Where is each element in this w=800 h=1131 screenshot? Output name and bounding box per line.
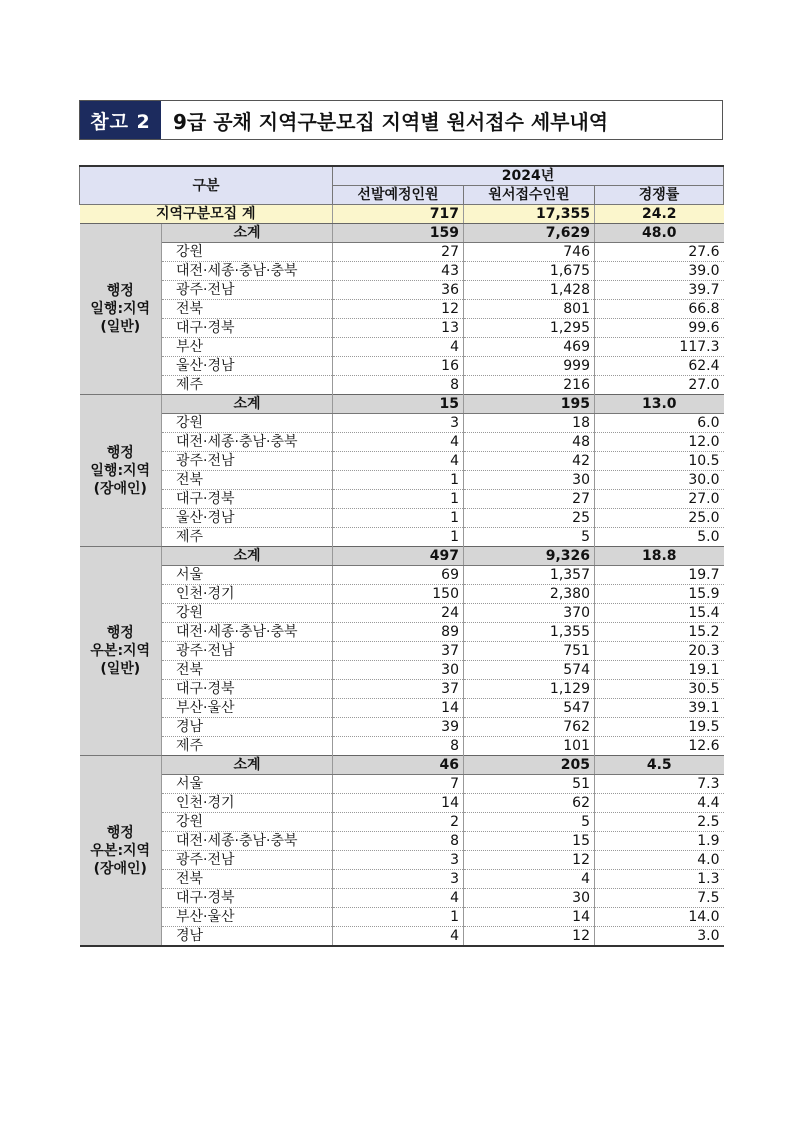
region-ratio: 39.1: [595, 699, 724, 718]
group-label-line: 행정: [106, 824, 134, 841]
region-planned: 27: [333, 243, 464, 262]
table-row: [80, 661, 724, 680]
table-row: [80, 471, 724, 490]
group-label: [80, 547, 162, 756]
region-ratio: 7.3: [595, 775, 724, 794]
subtotal-planned: 159: [333, 224, 464, 243]
region-name: 울산·경남: [162, 357, 333, 376]
region-name: 강원: [162, 813, 333, 832]
table-row: [80, 908, 724, 927]
region-ratio: 30.0: [595, 471, 724, 490]
region-applicants: 5: [464, 528, 595, 547]
region-planned: 1: [333, 908, 464, 927]
region-name: 광주·전남: [162, 851, 333, 870]
subtotal-applicants: 195: [464, 395, 595, 414]
region-applicants: 746: [464, 243, 595, 262]
region-applicants: 5: [464, 813, 595, 832]
table-row: [80, 376, 724, 395]
region-planned: 16: [333, 357, 464, 376]
subtotal-ratio: 48.0: [595, 224, 724, 243]
region-planned: 14: [333, 794, 464, 813]
group-label-line: (장애인): [93, 480, 147, 497]
subtotal-applicants: 205: [464, 756, 595, 775]
region-name: 광주·전남: [162, 452, 333, 471]
header-category: 구분: [80, 166, 333, 205]
table-row: [80, 281, 724, 300]
region-ratio: 5.0: [595, 528, 724, 547]
header-year: 2024년: [333, 166, 724, 186]
header-applicants: 원서접수인원: [464, 186, 595, 205]
region-ratio: 7.5: [595, 889, 724, 908]
region-ratio: 2.5: [595, 813, 724, 832]
region-planned: 37: [333, 680, 464, 699]
group-label-line: (일반): [100, 319, 141, 335]
table-row: [80, 889, 724, 908]
table-row: [80, 927, 724, 947]
region-planned: 14: [333, 699, 464, 718]
region-ratio: 15.2: [595, 623, 724, 642]
table-row: [80, 813, 724, 832]
region-applicants: 27: [464, 490, 595, 509]
region-applicants: 4: [464, 870, 595, 889]
table-row: [80, 357, 724, 376]
table-row: [80, 300, 724, 319]
region-name: 강원: [162, 414, 333, 433]
region-applicants: 216: [464, 376, 595, 395]
region-ratio: 3.0: [595, 927, 724, 947]
subtotal-label: 소계: [162, 224, 333, 243]
region-applicants: 30: [464, 889, 595, 908]
table-row: [80, 851, 724, 870]
group-label-line: 행정: [106, 283, 134, 299]
region-planned: 150: [333, 585, 464, 604]
region-applicants: 12: [464, 851, 595, 870]
region-ratio: 19.5: [595, 718, 724, 737]
table-row: [80, 794, 724, 813]
region-name: 대구·경북: [162, 889, 333, 908]
region-planned: 36: [333, 281, 464, 300]
region-name: 서울: [162, 566, 333, 585]
region-planned: 13: [333, 319, 464, 338]
header-ratio: 경쟁률: [595, 186, 724, 205]
region-planned: 7: [333, 775, 464, 794]
group-label: [80, 756, 162, 947]
region-planned: 1: [333, 471, 464, 490]
region-planned: 69: [333, 566, 464, 585]
group-label-line: 행정: [106, 625, 134, 641]
subtotal-row: [80, 224, 724, 243]
table-row: [80, 604, 724, 623]
region-ratio: 27.0: [595, 376, 724, 395]
region-name: 인천·경기: [162, 585, 333, 604]
group-label-line: 우본:지역: [90, 643, 151, 659]
table-row: [80, 338, 724, 357]
region-name: 전북: [162, 870, 333, 889]
region-name: 경남: [162, 927, 333, 947]
table-row: [80, 490, 724, 509]
region-name: 전북: [162, 661, 333, 680]
table-row: [80, 832, 724, 851]
group-label-line: 우본:지역: [90, 842, 151, 859]
region-planned: 4: [333, 338, 464, 357]
region-planned: 24: [333, 604, 464, 623]
region-name: 인천·경기: [162, 794, 333, 813]
region-ratio: 12.0: [595, 433, 724, 452]
region-applicants: 101: [464, 737, 595, 756]
subtotal-row: [80, 756, 724, 775]
region-applicants: 30: [464, 471, 595, 490]
region-applicants: 42: [464, 452, 595, 471]
region-applicants: 62: [464, 794, 595, 813]
table-row: [80, 642, 724, 661]
region-applicants: 15: [464, 832, 595, 851]
region-planned: 8: [333, 376, 464, 395]
region-applicants: 370: [464, 604, 595, 623]
subtotal-label: 소계: [162, 395, 333, 414]
region-planned: 8: [333, 737, 464, 756]
region-name: 경남: [162, 718, 333, 737]
table-row: [80, 699, 724, 718]
region-planned: 4: [333, 889, 464, 908]
region-ratio: 12.6: [595, 737, 724, 756]
table-row: [80, 262, 724, 281]
region-name: 광주·전남: [162, 642, 333, 661]
region-ratio: 19.7: [595, 566, 724, 585]
region-ratio: 39.0: [595, 262, 724, 281]
region-applicants: 547: [464, 699, 595, 718]
subtotal-label: 소계: [162, 756, 333, 775]
region-applicants: 51: [464, 775, 595, 794]
table-row: [80, 623, 724, 642]
region-applicants: 574: [464, 661, 595, 680]
region-applicants: 762: [464, 718, 595, 737]
region-applicants: 1,428: [464, 281, 595, 300]
region-ratio: 10.5: [595, 452, 724, 471]
region-ratio: 25.0: [595, 509, 724, 528]
region-name: 제주: [162, 737, 333, 756]
subtotal-ratio: 13.0: [595, 395, 724, 414]
region-ratio: 27.0: [595, 490, 724, 509]
table-row: [80, 680, 724, 699]
region-ratio: 27.6: [595, 243, 724, 262]
region-planned: 4: [333, 927, 464, 947]
region-applicants: 1,355: [464, 623, 595, 642]
subtotal-label: 소계: [162, 547, 333, 566]
region-applicants: 12: [464, 927, 595, 947]
region-ratio: 6.0: [595, 414, 724, 433]
subtotal-planned: 497: [333, 547, 464, 566]
region-applicants: 801: [464, 300, 595, 319]
region-name: 부산·울산: [162, 908, 333, 927]
region-name: 서울: [162, 775, 333, 794]
region-applicants: 1,675: [464, 262, 595, 281]
region-ratio: 15.4: [595, 604, 724, 623]
region-planned: 12: [333, 300, 464, 319]
region-planned: 3: [333, 851, 464, 870]
subtotal-ratio: 18.8: [595, 547, 724, 566]
title-box: [79, 100, 723, 140]
subtotal-applicants: 9,326: [464, 547, 595, 566]
region-ratio: 1.3: [595, 870, 724, 889]
region-applicants: 1,357: [464, 566, 595, 585]
region-planned: 8: [333, 832, 464, 851]
region-name: 대전·세종·충남·충북: [162, 433, 333, 452]
subtotal-planned: 46: [333, 756, 464, 775]
region-planned: 3: [333, 414, 464, 433]
table-row: [80, 433, 724, 452]
region-name: 제주: [162, 376, 333, 395]
region-applicants: 1,295: [464, 319, 595, 338]
region-ratio: 15.9: [595, 585, 724, 604]
table-row: [80, 452, 724, 471]
header-planned: 선발예정인원: [333, 186, 464, 205]
table-row: [80, 243, 724, 262]
region-name: 대전·세종·충남·충북: [162, 832, 333, 851]
region-name: 부산: [162, 338, 333, 357]
region-applicants: 18: [464, 414, 595, 433]
region-ratio: 66.8: [595, 300, 724, 319]
region-ratio: 117.3: [595, 338, 724, 357]
region-ratio: 19.1: [595, 661, 724, 680]
subtotal-ratio: 4.5: [595, 756, 724, 775]
region-applicants: 2,380: [464, 585, 595, 604]
region-planned: 37: [333, 642, 464, 661]
region-applicants: 469: [464, 338, 595, 357]
region-planned: 1: [333, 490, 464, 509]
region-applicants: 751: [464, 642, 595, 661]
region-name: 울산·경남: [162, 509, 333, 528]
region-name: 부산·울산: [162, 699, 333, 718]
total-ratio: 24.2: [595, 205, 724, 224]
group-label: [80, 224, 162, 395]
region-ratio: 1.9: [595, 832, 724, 851]
region-planned: 39: [333, 718, 464, 737]
region-name: 전북: [162, 471, 333, 490]
region-planned: 30: [333, 661, 464, 680]
region-name: 대구·경북: [162, 680, 333, 699]
subtotal-planned: 15: [333, 395, 464, 414]
group-label-line: 행정: [106, 444, 134, 461]
region-planned: 4: [333, 452, 464, 471]
total-applicants: 17,355: [464, 205, 595, 224]
subtotal-applicants: 7,629: [464, 224, 595, 243]
region-applicants: 25: [464, 509, 595, 528]
region-applicants: 999: [464, 357, 595, 376]
region-planned: 1: [333, 509, 464, 528]
region-name: 대전·세종·충남·충북: [162, 262, 333, 281]
region-name: 광주·전남: [162, 281, 333, 300]
group-label: [80, 395, 162, 547]
subtotal-row: [80, 547, 724, 566]
region-ratio: 62.4: [595, 357, 724, 376]
region-planned: 2: [333, 813, 464, 832]
table-row: [80, 718, 724, 737]
region-name: 대구·경북: [162, 490, 333, 509]
region-applicants: 1,129: [464, 680, 595, 699]
group-label-line: 일행:지역: [90, 301, 151, 317]
application-table: [79, 165, 724, 947]
region-name: 강원: [162, 243, 333, 262]
table-row: [80, 414, 724, 433]
table-row: [80, 585, 724, 604]
region-name: 강원: [162, 604, 333, 623]
document-title: 9급 공채 지역구분모집 지역별 원서접수 세부내역: [173, 109, 609, 134]
reference-tag: 참고 2: [80, 101, 161, 139]
table-row: [80, 737, 724, 756]
subtotal-row: [80, 395, 724, 414]
table-row: [80, 566, 724, 585]
region-name: 대구·경북: [162, 319, 333, 338]
region-planned: 4: [333, 433, 464, 452]
region-ratio: 14.0: [595, 908, 724, 927]
table-row: [80, 509, 724, 528]
region-planned: 3: [333, 870, 464, 889]
region-ratio: 30.5: [595, 680, 724, 699]
table-row: [80, 528, 724, 547]
region-name: 대전·세종·충남·충북: [162, 623, 333, 642]
table-row: [80, 870, 724, 889]
group-label-line: (장애인): [93, 860, 147, 877]
total-row: [80, 205, 724, 224]
region-ratio: 4.0: [595, 851, 724, 870]
group-label-line: (일반): [100, 661, 141, 677]
region-name: 제주: [162, 528, 333, 547]
table-row: [80, 775, 724, 794]
region-planned: 1: [333, 528, 464, 547]
region-applicants: 48: [464, 433, 595, 452]
region-applicants: 14: [464, 908, 595, 927]
region-ratio: 39.7: [595, 281, 724, 300]
table-row: [80, 319, 724, 338]
total-label: 지역구분모집 계: [80, 205, 333, 224]
region-planned: 89: [333, 623, 464, 642]
region-ratio: 4.4: [595, 794, 724, 813]
region-ratio: 20.3: [595, 642, 724, 661]
region-ratio: 99.6: [595, 319, 724, 338]
total-planned: 717: [333, 205, 464, 224]
group-label-line: 일행:지역: [90, 462, 151, 479]
region-name: 전북: [162, 300, 333, 319]
region-planned: 43: [333, 262, 464, 281]
